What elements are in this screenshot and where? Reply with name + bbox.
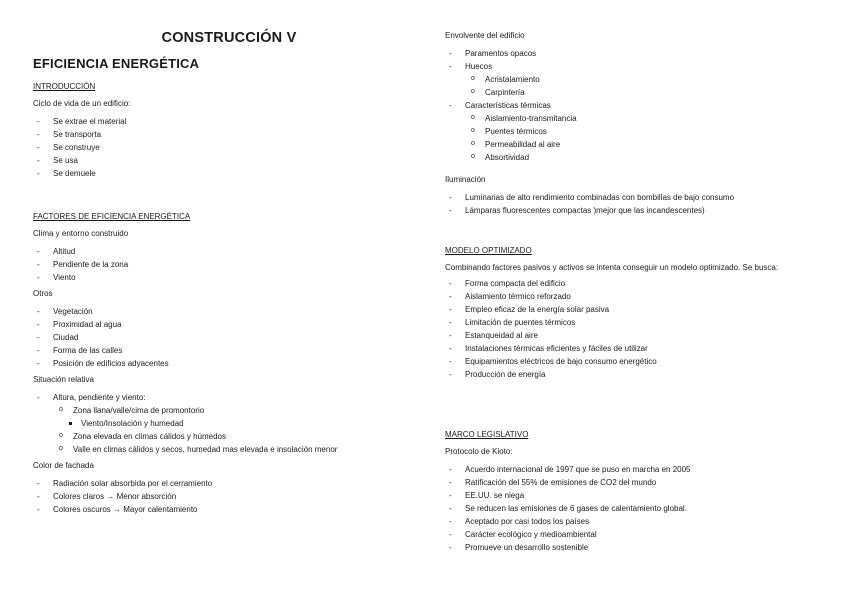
list-item: - Luminarias de alto rendimiento combinadas con bombillas de bajo consumo (445, 191, 835, 204)
section-modelo (445, 246, 835, 381)
list-item: - Altura, pendiente y viento: (33, 391, 425, 404)
list-item: - Colores oscuros → Mayor calentamiento (33, 503, 425, 516)
modelo-lead: Combinando factores pasivos y activos se intenta conseguir un modelo optimizado. Se busca: (445, 263, 779, 272)
list-item: - Pendiente de la zona (33, 258, 425, 271)
list-item: - Empleo eficaz de la energía solar pasiva (445, 303, 835, 316)
list-item: - Aceptado por casi todos los países (445, 515, 835, 528)
list-item: - Radiación solar absorbida por el cerramiento (33, 477, 425, 490)
list-item: - Acuerdo internacional de 1997 que se puso en marcha en 2005 (445, 463, 835, 476)
sub-list-item: o Permeabilidad al aire (471, 138, 835, 151)
situacion-detail-list (33, 417, 425, 430)
list-item: - Limitación de puentes térmicos (445, 316, 835, 329)
situacion-lead: Situación relativa (33, 375, 94, 384)
list-item: - Forma compacta del edificio (445, 277, 835, 290)
list-item: - Producción de energía (445, 368, 835, 381)
section-introduccion (33, 82, 425, 180)
marco-lead: Protocolo de Kioto: (445, 447, 513, 456)
list-item: - Se reducen las emisiones de 6 gases de calentamiento global. (445, 502, 835, 515)
list-item: - Ratificación del 55% de emisiones de CO2 del mundo (445, 476, 835, 489)
list-item: - Características térmicas (445, 99, 835, 112)
list-item: - Promueve un desarrollo sostenible (445, 541, 835, 554)
clima-lead: Clima y entorno construido (33, 229, 129, 238)
section-iluminacion (445, 174, 835, 217)
situacion-sublist-2 (33, 430, 425, 456)
section-title-introduccion: INTRODUCCIÓN (33, 82, 96, 91)
list-item: - Lámparas fluorescentes compactas )mejor que las incandescentes) (445, 204, 835, 217)
list-item: - Equipamientos eléctricos de bajo consumo energético (445, 355, 835, 368)
sub-list-item: o Aislamiento-transmitancia (471, 112, 835, 125)
section-marco (445, 430, 835, 554)
list-item: - Huecos (445, 60, 835, 73)
sub-list-item: o Carpintería (471, 86, 835, 99)
list-item: - Carácter ecológico y medioambiental (445, 528, 835, 541)
sub-list-item: o Absortividad (471, 151, 835, 164)
list-item: - Se extrae el material (33, 115, 425, 128)
list-item: - Posición de edificios adyacentes (33, 357, 425, 370)
list-item: - Instalaciones térmicas eficientes y fáciles de utilizar (445, 342, 835, 355)
sub-list-item: o Zona elevada en climas cálidos y húmedos (59, 430, 425, 443)
iluminacion-title: Iluminación (445, 175, 486, 184)
list-item: - Ciudad (33, 331, 425, 344)
sub-sub-list-item: Viento/Insolación y humedad (69, 417, 425, 430)
list-item: - Paramentos opacos (445, 47, 835, 60)
intro-lead: Ciclo de vida de un edificio: (33, 99, 131, 108)
main-heading: EFICIENCIA ENERGÉTICA (33, 56, 200, 71)
section-envolvente (445, 30, 835, 164)
envolvente-title: Envolvente del edificio (445, 31, 525, 40)
document-title: CONSTRUCCIÓN V (161, 30, 297, 46)
section-title-factores: FACTORES DE EFICIENCIA ENERGÉTICA (33, 212, 191, 221)
list-item: - Aislamiento térmico reforzado (445, 290, 835, 303)
list-item: - Se usa (33, 154, 425, 167)
list-item: - Estanqueidad al aire (445, 329, 835, 342)
list-item: - Proximidad al agua (33, 318, 425, 331)
huecos-list (445, 73, 835, 99)
sub-list-item: o Zona llana/valle/cima de promontorio (59, 404, 425, 417)
list-item: - Altitud (33, 245, 425, 258)
otros-lead: Otros (33, 289, 53, 298)
list-item: - Colores claros → Menor absorción (33, 490, 425, 503)
list-item: - EE.UU. se niega (445, 489, 835, 502)
situacion-sublist (33, 404, 425, 417)
list-item: - Forma de las calles (33, 344, 425, 357)
otros-list (33, 305, 425, 370)
section-title-modelo: MODELO OPTIMIZADO (445, 246, 532, 255)
clima-list (33, 245, 425, 284)
envolvente-list (445, 47, 835, 73)
color-list (33, 477, 425, 516)
sub-list-item: o Valle en climas cálidos y secos, humedad mas elevada e insolación menor (59, 443, 425, 456)
caracteristicas-list (445, 112, 835, 164)
section-factores (33, 212, 425, 516)
color-lead: Color de fachada (33, 461, 94, 470)
marco-list (445, 463, 835, 554)
iluminacion-list (445, 191, 835, 217)
list-item: - Viento (33, 271, 425, 284)
intro-list (33, 115, 425, 180)
list-item: - Se construye (33, 141, 425, 154)
modelo-list (445, 277, 835, 381)
list-item: - Vegetación (33, 305, 425, 318)
list-item: - Se transporta (33, 128, 425, 141)
situacion-list (33, 391, 425, 404)
list-item: - Se demuele (33, 167, 425, 180)
envolvente-list-2 (445, 99, 835, 112)
section-title-marco: MARCO LEGISLATIVO (445, 430, 529, 439)
sub-list-item: o Puentes térmicos (471, 125, 835, 138)
sub-list-item: o Acristalamiento (471, 73, 835, 86)
